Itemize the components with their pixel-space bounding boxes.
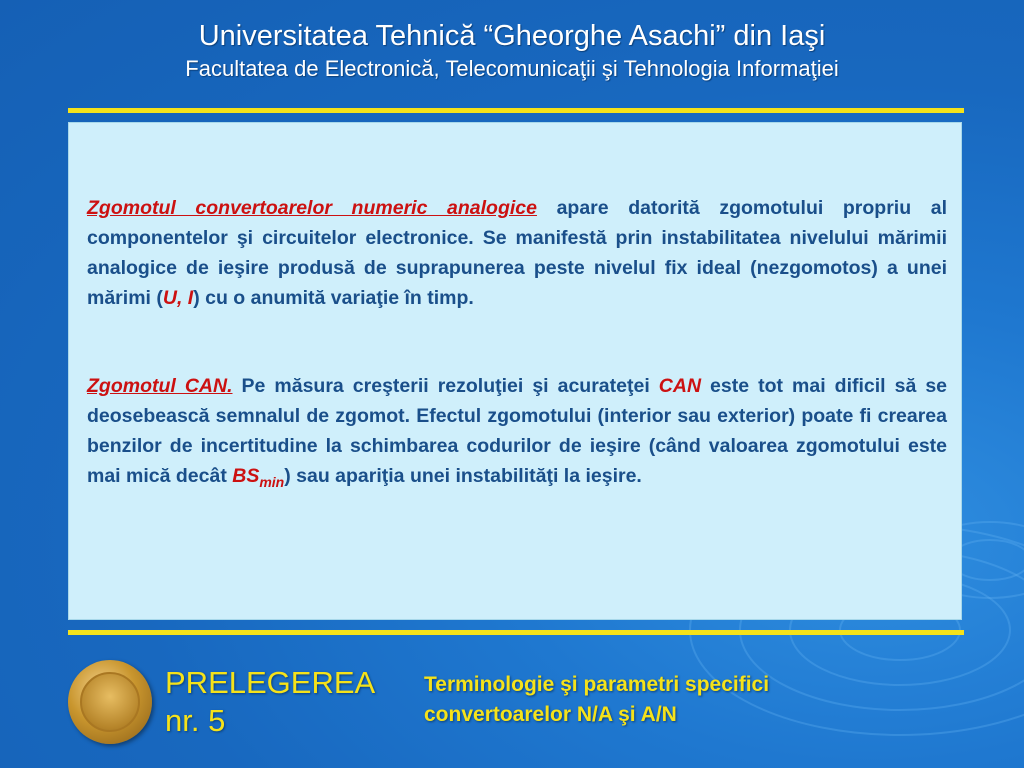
paragraph-dac-noise [87,193,947,313]
topic-line2: convertoarelor N/A şi A/N [424,703,677,726]
lecture-line2: nr. 5 [165,703,226,738]
p2-bs-min [232,465,285,490]
p2-can: CAN [658,375,702,397]
term-adc-noise: Zgomotul CAN. [87,375,233,397]
p1-text-a: apare datorită zgomotului propriu al componentelor şi circuitelor electronice. Se manifestă prin instabilitatea nivelului mărimii analogice de ieşire produsă de suprapunerea peste nivelul fix ideal (nezgomotos) a unei mărimi ( [87,197,947,309]
faculty-subtitle: Facultatea de Electronică, Telecomunicaţii şi Tehnologia Informaţiei [185,56,839,81]
paragraph-adc-noise [87,371,947,497]
lecture-label [165,664,375,740]
p2-bs: BS [232,465,260,487]
medal-portrait-icon [80,672,140,732]
p1-variables: U, I [162,287,194,309]
lecture-line1: PRELEGEREA [165,665,376,700]
university-medal-logo [68,660,152,744]
topic-line1: Terminologie şi parametri specifici [424,673,770,696]
lecture-topic [424,670,769,730]
slide-header [0,18,1024,84]
p2-bs-sub: min [259,473,285,490]
content-panel [68,122,962,620]
university-title: Universitatea Tehnică “Gheorghe Asachi” din Iaşi [198,20,826,52]
top-divider [68,108,964,113]
term-dac-noise: Zgomotul convertoarelor numeric analogice [87,197,537,219]
bottom-divider [68,630,964,635]
p2-text-b: este tot mai dificil să se deosebească semnalul de zgomot. Efectul zgomotului (interior sau exterior) poate fi crearea benzilor de incertitudine la schimbarea codurilor de ieşire (când valoarea zgomotului este mai mică decât [87,375,948,487]
p1-text-b: ) cu o anumită variaţie în timp. [193,287,474,309]
p2-text-a: Pe măsura creşterii rezoluţiei şi acurateţei [232,375,659,397]
p2-text-c: ) sau apariţia unei instabilităţi la ieşire. [284,465,642,487]
